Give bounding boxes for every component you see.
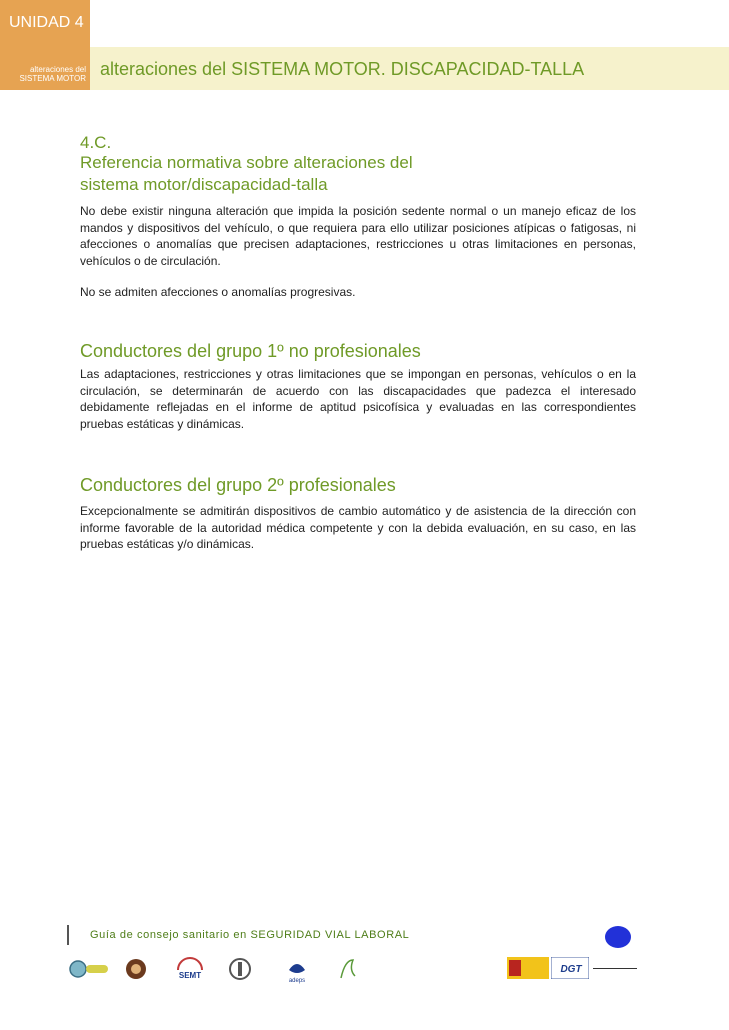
footer-rule	[67, 925, 69, 945]
logo-semt	[174, 956, 206, 982]
logo-adeps-text: adeps	[288, 978, 306, 984]
logo-semt-text: SEMT	[178, 971, 202, 980]
footer-guide-title: Guía de consejo sanitario en SEGURIDAD VIAL LABORAL	[90, 929, 410, 941]
section-number: 4.C.	[80, 133, 112, 152]
logo-ministerio	[507, 957, 549, 983]
section-paragraph-2: No se admiten afecciones o anomalías progresivas.	[80, 285, 356, 299]
logo-1	[68, 956, 110, 982]
group2-paragraph: Excepcionalmente se admitirán dispositivos de cambio automático y de asistencia de la dirección con informe favorable de la autoridad médica competente y con la debida evaluación, en su caso, en las pruebas estáticas y/o dinámicas.	[80, 504, 636, 551]
section-paragraph-1: No debe existir ninguna alteración que impida la posición sedente normal o un manejo eficaz de los mandos y dispositivos del vehículo, o que requiera para ello utilizar posiciones atípicas o fatigosas, ni afecciones o anomalías que precisen adaptaciones, restricciones u otras limitaciones en personas, vehículos o de circulación.	[80, 204, 636, 268]
unit-subtitle-line1: alteraciones del	[29, 65, 86, 74]
logo-adeps	[284, 956, 310, 982]
unit-label: UNIDAD 4	[9, 14, 84, 31]
section-title-line1: Referencia normativa sobre alteraciones del	[80, 153, 413, 172]
group2-heading: Conductores del grupo 2º profesionales	[80, 475, 396, 495]
page-marker-dot	[605, 926, 631, 948]
logo-2	[124, 956, 148, 982]
unit-subtitle-line2: SISTEMA MOTOR	[19, 74, 86, 83]
logo-3	[228, 956, 252, 982]
logo-4	[335, 956, 359, 982]
section-title-line2: sistema motor/discapacidad-talla	[80, 175, 328, 194]
logo-dgt-text: DGT	[560, 964, 582, 975]
group1-paragraph: Las adaptaciones, restricciones y otras limitaciones que se impongan en personas, vehículos o en la circulación, se determinarán de acuerdo con las discapacidades que padezca el interesado debidamente reflejadas en el informe de aptitud psicofísica y evaluadas en las correspondientes pruebas estáticas y dinámicas.	[80, 367, 636, 431]
dgt-divider-line	[593, 968, 637, 969]
page-title: alteraciones del SISTEMA MOTOR. DISCAPACIDAD-TALLA	[100, 59, 585, 79]
unit-subtitle	[0, 65, 86, 83]
logo-dgt	[551, 957, 589, 983]
group1-heading: Conductores del grupo 1º no profesionales	[80, 341, 421, 361]
unit-block	[0, 0, 90, 90]
